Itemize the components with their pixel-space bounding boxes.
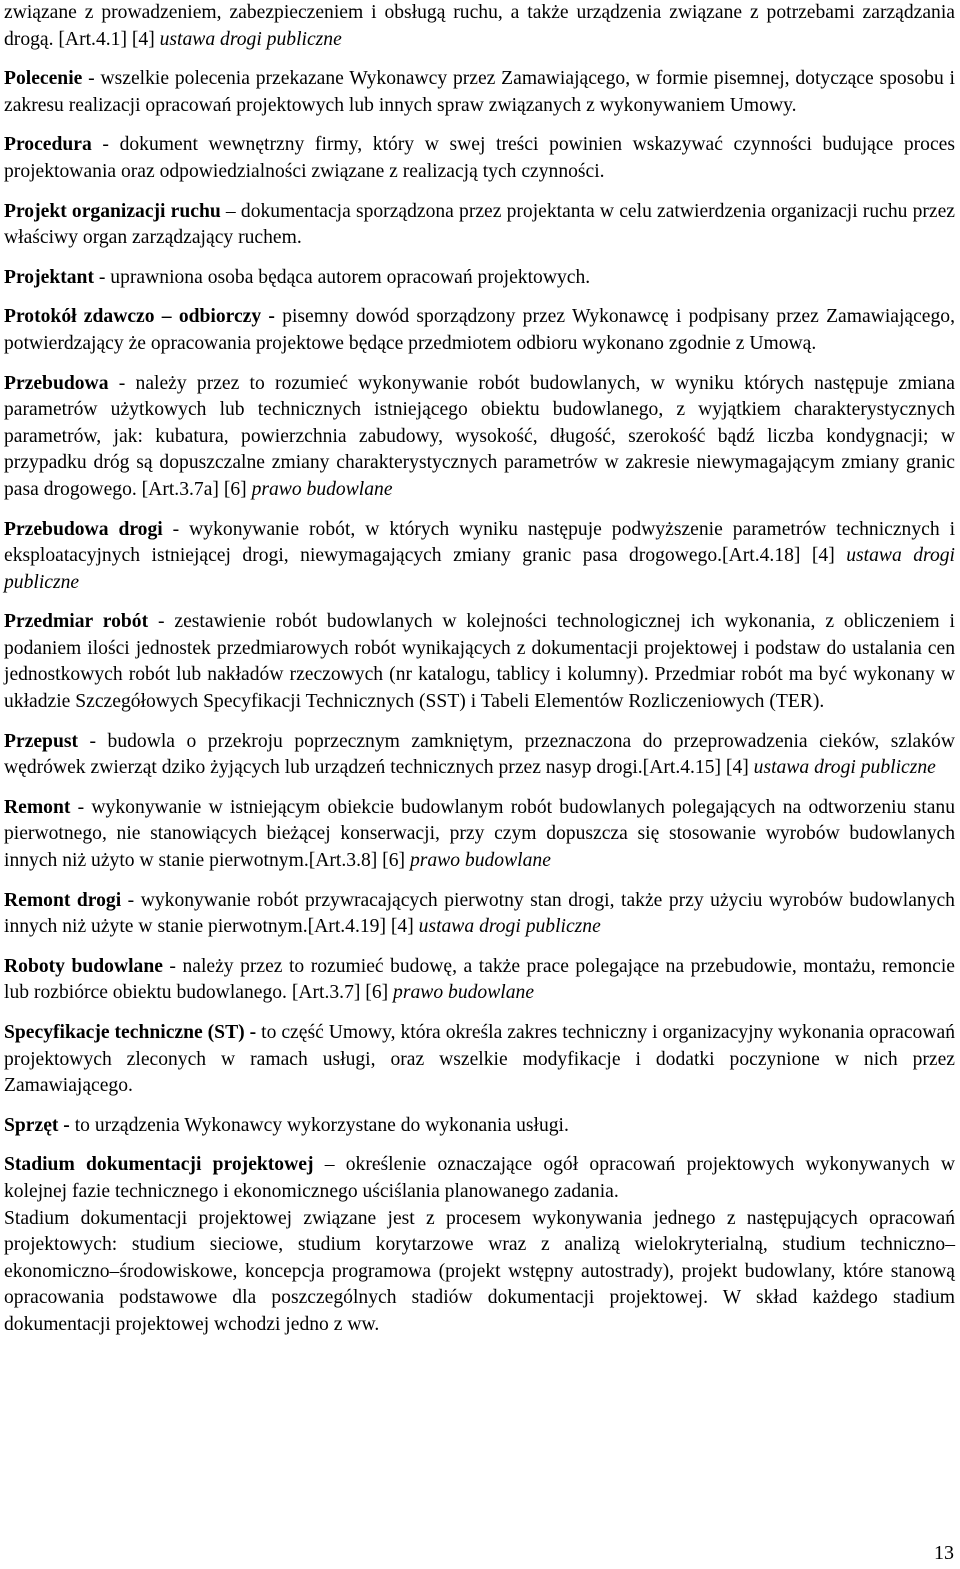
term-procedura: Procedura xyxy=(4,134,92,156)
source-reference: prawo budowlane xyxy=(251,478,393,500)
paragraph-text: - dokument wewnętrzny firmy, który w swej treści powinien wskazywać czynności budujące proces projektowania oraz odpowiedzialności związane z realizacją tych czynności. xyxy=(4,134,955,182)
paragraph-stadium-2 xyxy=(4,1206,955,1339)
document-page xyxy=(4,0,955,1352)
term-przebudowa-drogi: Przebudowa drogi xyxy=(4,518,163,540)
paragraph-projekt-organizacji-ruchu xyxy=(4,199,955,252)
paragraph-text: - należy przez to rozumieć budowę, a także prace polegające na przebudowie, montażu, remoncie lub rozbiórce obiektu budowlanego. [Art.3.7] [6] xyxy=(4,955,955,1004)
paragraph-stadium xyxy=(4,1152,955,1205)
paragraph-text: – dokumentacja sporządzona przez projektanta w celu zatwierdzenia organizacji ruchu przez właściwy organ zarządzający ruchem. xyxy=(4,200,955,249)
paragraph-text: to część Umowy, która określa zakres techniczny i organizacyjny wykonania opracowań projektowych zleconych w ramach usługi, oraz wszelkie modyfikacje i dodatki poczynione w nich przez Zamawiającego. xyxy=(4,1022,955,1097)
paragraph-przebudowa xyxy=(4,371,955,504)
term-przebudowa: Przebudowa xyxy=(4,372,109,394)
source-reference: prawo budowlane xyxy=(393,982,535,1004)
term-przedmiar: Przedmiar robót xyxy=(4,611,149,633)
paragraph-text: - należy przez to rozumieć wykonywanie robót budowlanych, w wyniku których następuje zmiana parametrów użytkowych lub technicznych istniejącego obiektu budowlanego, z wyjątkiem charakterystycznych parametrów, jak: kubatura, powierzchnia zabudowy, wysokość, długość, szerokość bądź liczba kondygnacji; w przypadku dróg są dopuszczalne zmiany charakterystycznych parametrów w zakresie niewymagającym zmiany granic pasa drogowego. [Art.3.7a] [6] xyxy=(4,372,955,500)
paragraph-text: pisemny dowód sporządzony przez Wykonawcę i podpisany przez Zamawiającego, potwierdzający że opracowania projektowe będące przedmiotem odbioru wykonano zgodnie z Umową. xyxy=(4,306,955,354)
paragraph-przebudowa-drogi xyxy=(4,517,955,597)
source-reference: ustawa drogi publiczne xyxy=(753,757,936,779)
paragraph-roboty-budowlane xyxy=(4,954,955,1007)
paragraph-polecenie xyxy=(4,66,955,119)
paragraph-specyfikacje xyxy=(4,1020,955,1100)
paragraph-projektant xyxy=(4,265,955,292)
paragraph-przedmiar xyxy=(4,609,955,715)
term-specyfikacje: Specyfikacje techniczne (ST) - xyxy=(4,1022,257,1043)
term-przepust: Przepust xyxy=(4,730,79,752)
term-projekt-organizacji-ruchu: Projekt organizacji ruchu xyxy=(4,200,221,222)
paragraph-text: - zestawienie robót budowlanych w kolejności technologicznej ich wykonania, z obliczeniem i podaniem ilości jednostek przedmiarowych robót wynikających z dokumentacji projektowej i podstaw do ustalania cen jednostkowych robót lub nakładów rzeczowych (nr katalogu, tablicy i kolumny). Przedmiar robót ma być wykonany w układzie Szczegółowych Specyfikacji Technicznych (SST) i Tabeli Elementów Rozliczeniowych (TER). xyxy=(4,611,955,713)
term-sprzet: Sprzęt - xyxy=(4,1114,70,1136)
paragraph-text: - uprawniona osoba będąca autorem opracowań projektowych. xyxy=(93,266,591,288)
paragraph-text: - wykonywanie robót, w których wyniku następuje podwyższenie parametrów technicznych i eksploatacyjnych istniejącej drogi, niewymagających zmiany granic pasa drogowego.[Art.4.18] [4] xyxy=(4,518,956,567)
term-roboty-budowlane: Roboty budowlane xyxy=(4,955,163,977)
paragraph-remont xyxy=(4,795,955,875)
term-projektant: Projektant xyxy=(4,266,94,288)
source-reference: ustawa drogi publiczne xyxy=(4,545,955,593)
paragraph-cont xyxy=(4,0,955,53)
term-polecenie: Polecenie xyxy=(4,68,83,90)
paragraph-sprzet xyxy=(4,1113,955,1140)
paragraph-remont-drogi xyxy=(4,888,955,941)
paragraph-text: Stadium dokumentacji projektowej związane jest z procesem wykonywania jednego z następujących opracowań projektowych: studium sieciowe, studium korytarzowe wraz z analizą wielokryterialną, studium techniczno–ekonomiczno–środowiskowe, koncepcja programowa (projekt wstępny autostrady), projekt budowlany, które stanową opracowania podstawowe dla poszczególnych stadiów dokumentacji projektowej. W skład każdego stadium dokumentacji projektowej wchodzi jedno z ww. xyxy=(4,1207,955,1335)
paragraph-przepust xyxy=(4,729,955,782)
paragraph-text: - wykonywanie robót przywracających pierwotny stan drogi, także przy użyciu wyrobów budowlanych innych niż użyte w stanie pierwotnym.[Art.4.19] [4] xyxy=(4,889,955,938)
source-reference: ustawa drogi publiczne xyxy=(418,916,601,938)
paragraph-text: – określenie oznaczające ogół opracowań projektowych wykonywanych w kolejnej fazie technicznego i ekonomicznego uściślania planowanego zadania. xyxy=(4,1154,955,1202)
page-number: 13 xyxy=(934,1542,954,1565)
paragraph-text: - wszelkie polecenia przekazane Wykonawcy przez Zamawiającego, w formie pisemnej, dotyczące sposobu i zakresu realizacji opracowań projektowych lub innych spraw związanych z wykonywaniem Umowy. xyxy=(4,68,955,116)
paragraph-procedura xyxy=(4,132,955,185)
term-stadium: Stadium dokumentacji projektowej xyxy=(4,1154,314,1176)
term-remont: Remont xyxy=(4,796,71,818)
paragraph-text: - wykonywanie w istniejącym obiekcie budowlanym robót budowlanych polegających na odtworzeniu stanu pierwotnego, nie stanowiących bieżącej konserwacji, przy czym dopuszcza się stosowanie wyrobów budowlanych innych niż użyto w stanie pierwotnym.[Art.3.8] [6] xyxy=(4,796,955,872)
source-reference: prawo budowlane xyxy=(409,850,551,872)
paragraph-protokol xyxy=(4,304,955,357)
paragraph-text: to urządzenia Wykonawcy wykorzystane do wykonania usługi. xyxy=(69,1114,569,1136)
source-reference: ustawa drogi publiczne xyxy=(159,28,342,50)
paragraph-text: - budowla o przekroju poprzecznym zamkniętym, przeznaczona do przeprowadzenia cieków, szlaków wędrówek zwierząt dziko żyjących lub urządzeń technicznych przez nasyp drogi.[Art.4.15] [4] xyxy=(4,730,955,779)
term-protokol: Protokół zdawczo – odbiorczy - xyxy=(4,306,275,328)
paragraph-text: związane z prowadzeniem, zabezpieczeniem i obsługą ruchu, a także urządzenia związane z potrzebami zarządzania drogą. [Art.4.1] [4] xyxy=(4,2,955,50)
term-remont-drogi: Remont drogi xyxy=(4,889,122,911)
